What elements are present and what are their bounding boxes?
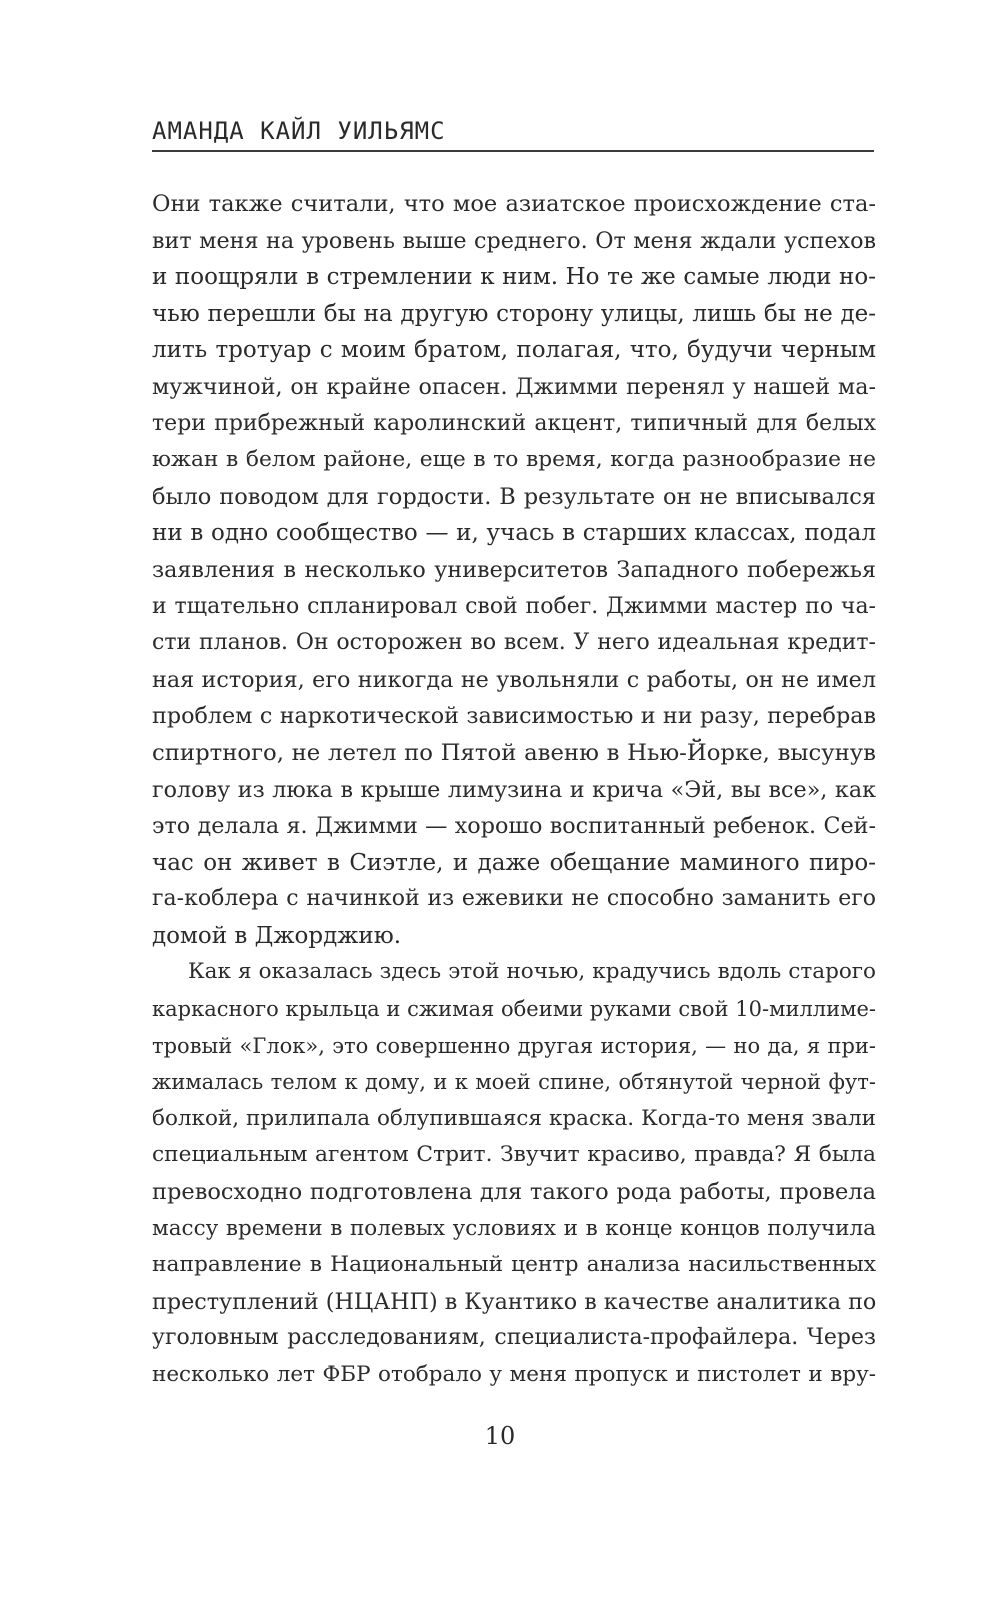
page-number: 10	[484, 1422, 516, 1450]
text-line: вит меня на уровень выше среднего. От меня ждали успехов	[152, 227, 876, 254]
text-line: Как я оказалась здесь этой ночью, крадучись вдоль старого	[188, 959, 876, 985]
text-line: направление в Национальный центр анализа насильственных	[152, 1252, 876, 1278]
text-line: спиртного, не летел по Пятой авеню в Нью-Йорке, высунув	[152, 739, 876, 766]
text-line: южан в белом районе, еще в то время, когда разнообразие не	[152, 447, 876, 473]
body-text	[152, 186, 876, 1394]
text-line: это делала я. Джимми — хорошо воспитанный ребенок. Сей-	[152, 813, 876, 840]
paragraph-1	[152, 186, 876, 954]
text-line: ни в одно сообщество — и, учась в старших классах, подал	[152, 520, 876, 547]
text-line: было поводом для гордости. В результате он не вписывался	[152, 483, 876, 510]
running-head: АМАНДА КАЙЛ УИЛЬЯМС	[152, 116, 874, 152]
text-line: тровый «Глок», это совершенно другая история, — но да, я при-	[152, 1033, 876, 1058]
paragraph-2	[152, 954, 876, 1393]
text-line: лить тротуар с моим братом, полагая, что, будучи черным	[152, 337, 876, 364]
text-line: уголовным расследованиям, специалиста-профайлера. Через	[152, 1325, 876, 1351]
text-line: несколько лет ФБР отобрало у меня пропуск и пистолет и вру-	[152, 1362, 876, 1387]
text-line: заявления в несколько университетов Западного побережья	[152, 556, 876, 583]
text-line: чью перешли бы на другую сторону улицы, лишь бы не де-	[152, 300, 876, 327]
text-line: Они также считали, что мое азиатское происхождение ста-	[152, 191, 876, 217]
text-line: и тщательно спланировал свой побег. Джимми мастер по ча-	[152, 593, 876, 619]
text-line: специальным агентом Стрит. Звучит красиво, правда? Я была	[152, 1142, 876, 1168]
text-line: превосходно подготовлена для такого рода работы, провела	[152, 1179, 876, 1206]
text-line: сти планов. Он осторожен во всем. У него идеальная кредит-	[152, 630, 876, 656]
text-line: проблем с наркотической зависимостью и ни разу, перебрав	[152, 703, 876, 730]
text-line: мужчиной, он крайне опасен. Джимми перенял у нашей ма-	[152, 373, 876, 400]
text-line: голову из люка в крыше лимузина и крича «Эй, вы все», как	[152, 776, 876, 803]
text-line: домой в Джорджию.	[152, 922, 402, 949]
text-line: и поощряли в стремлении к ним. Но те же самые люди но-	[152, 264, 876, 291]
text-line: преступлений (НЦАНП) в Куантико в качестве аналитика по	[152, 1288, 876, 1315]
text-line: массу времени в полевых условиях и в конце концов получила	[152, 1215, 876, 1241]
text-line: час он живет в Сиэтле, и даже обещание маминого пиро-	[152, 849, 876, 876]
text-line: жималась телом к дому, и к моей спине, обтянутой черной фут-	[152, 1070, 876, 1095]
text-line: ная история, его никогда не увольняли с работы, он не имел	[152, 666, 876, 693]
text-line: каркасного крыльца и сжимая обеими руками свой 10-миллиме-	[152, 997, 876, 1022]
text-line: га-коблера с начинкой из ежевики не способно заманить его	[152, 886, 876, 912]
text-line: болкой, прилипала облупившаяся краска. Когда-то меня звали	[152, 1105, 876, 1131]
text-line: тери прибрежный каролинский акцент, типичный для белых	[152, 410, 876, 436]
